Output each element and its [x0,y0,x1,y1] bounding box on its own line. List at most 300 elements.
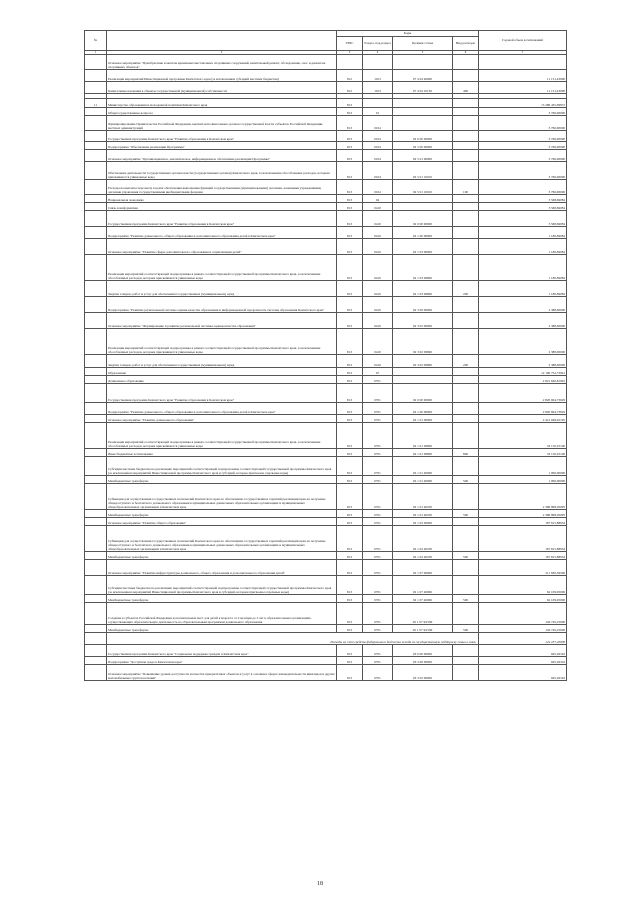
row-expense-type [453,603,479,625]
row-expense-type [453,657,479,665]
row-expense-type: 100 [453,180,479,195]
row-name: Подпрограмма "Обеспечение реализации Программы" [107,142,337,150]
row-expense-type [453,55,479,70]
row-amount: 3 766,00000 [479,162,567,180]
row-expense-type [453,227,479,239]
row-amount: 2 820 694,73629 [479,403,567,415]
row-expense-type [453,484,479,510]
row-grbs: 813 [337,108,363,116]
row-amount: 3 568,69084 [479,203,567,211]
table-row [85,665,567,681]
row-number [85,55,107,70]
row-expense-type: 800 [453,449,479,457]
table-row [85,423,567,449]
row-name: Основное мероприятие "Приобретение и монтаж временных выставочных спортивных сооружений, капитальный ремонт, обследование, снос и демонтаж спортивных объектов" [107,55,337,70]
col-index: 2 [107,51,337,55]
row-amount: 33 150,25100 [479,449,567,457]
row-number [85,449,107,457]
row-name: Основное мероприятие "Повышение уровня доступности и качества приоритетных объектов и услуг в основных сферах жизнедеятельности инвалидов и других маломобильных групп населения" [107,665,337,681]
row-target-article: 02 1 02 40230 [393,526,453,552]
row-expense-type [453,131,479,142]
header-annual: Годовой объем ассигнований [479,31,567,51]
row-grbs: 813 [337,665,363,681]
row-section: 0701 [363,560,393,576]
row-number [85,552,107,560]
row-expense-type [453,142,479,150]
row-amount: 3 766,00000 [479,180,567,195]
row-target-article: 02 1 02 40230 [393,552,453,560]
row-grbs: 813 [337,297,363,313]
row-number [85,239,107,255]
row-number [85,82,107,94]
row-target-article: 07 4 04 10130 [393,82,453,94]
row-grbs [337,55,363,70]
row-grbs: 813 [337,560,363,576]
row-number: 11 [85,99,107,108]
row-grbs: 813 [337,162,363,180]
row-section [363,99,393,108]
row-section: 0701 [363,384,393,403]
table-row [85,142,567,150]
table-row [85,355,567,368]
table-row [85,329,567,355]
row-amount: 2 388,00000 [479,313,567,329]
table-row [85,239,567,255]
row-target-article: 02 1 01 40060 [393,457,453,476]
row-name: Подпрограмма "Доступная среда в Камчатском крае" [107,657,337,665]
row-target-article: 02 1 02 00000 [393,518,453,526]
row-amount: 2 386 898,20095 [479,484,567,510]
row-target-article [393,55,453,70]
row-expense-type [453,645,479,657]
table-row [85,457,567,476]
row-grbs: 813 [337,510,363,518]
row-expense-type [453,384,479,403]
row-target-article: 02 3 02 09990 [393,355,453,368]
row-name: Основное мероприятие "Развитие дошкольного образования" [107,415,337,423]
row-section: 0701 [363,457,393,476]
note-num [85,633,107,645]
table-row [85,211,567,227]
row-amount: 1 180,69084 [479,239,567,255]
row-expense-type [453,162,479,180]
table-row [85,255,567,281]
row-name: Дошкольное образование [107,376,337,384]
row-target-article: 02 1 03 09990 [393,255,453,281]
header-name [107,31,337,51]
row-target-article [393,108,453,116]
row-amount: 1 180,69084 [479,227,567,239]
row-number [85,518,107,526]
row-number [85,384,107,403]
row-name: Основное мероприятие "Формирование и развитие региональной системы оценки качества образования" [107,313,337,329]
row-section: 0410 [363,297,393,313]
row-section: 0104 [363,162,393,180]
row-expense-type [453,665,479,681]
row-grbs: 813 [337,518,363,526]
row-grbs: 813 [337,449,363,457]
row-name: Иные бюджетные ассигнования [107,449,337,457]
row-amount: 1 180,69084 [479,255,567,281]
row-expense-type [453,297,479,313]
row-number [85,665,107,681]
header-grbs: ГРБС [337,37,363,51]
row-amount: 11 131,43000 [479,70,567,82]
row-amount: 62 109,95000 [479,595,567,603]
row-target-article: 07 4 04 40000 [393,70,453,82]
row-grbs: 813 [337,484,363,510]
table-row [85,99,567,108]
row-amount: 2 820 694,73629 [479,384,567,403]
col-index: 7 [479,51,567,55]
row-section: 0410 [363,255,393,281]
row-target-article: 03 3 02 00000 [393,665,453,681]
budget-sheet [84,30,566,681]
row-name: Государственная программа Камчатского края "Развитие образования в Камчатском крае" [107,131,337,142]
row-grbs: 813 [337,645,363,657]
row-name: Реализация мероприятий соответствующей подпрограммы в рамках соответствующей государственной программы Камчатского края, за исключением обособленных расходов, которым присваиваются уникальные коды [107,255,337,281]
row-number [85,595,107,603]
row-amount: 2 386 898,20095 [479,510,567,518]
row-name: Расходы на выплаты персоналу в целях обеспечения выполнения функций государственными (муниципальными) органами, казенными учреждениями, органами управления государственными внебюджетными фондами [107,180,337,195]
row-number [85,625,107,633]
row-name: Основное мероприятие "Организационное, аналитическое, информационное обеспечение реализации Программы" [107,150,337,162]
row-amount: 2 388,00000 [479,297,567,313]
row-expense-type [453,423,479,449]
table-row [85,576,567,595]
row-name: Межбюджетные трансферты [107,595,337,603]
row-amount: 945,26316 [479,645,567,657]
table-row [85,552,567,560]
row-expense-type [453,116,479,131]
row-section: 0701 [363,603,393,625]
row-amount: 1 000,00000 [479,476,567,484]
row-number [85,203,107,211]
row-number [85,227,107,239]
row-name: Создание в субъектах Российской Федерации дополнительных мест для детей в возрасте от 2 месяцев до 3 лет в образовательных организациях, осуществляющих образовательную деятельность по образовательным программам дошкольного образования [107,603,337,625]
row-grbs: 813 [337,476,363,484]
table-row [85,476,567,484]
row-target-article: 02 1 07 40060 [393,595,453,603]
row-number [85,313,107,329]
row-amount: 3 766,00000 [479,150,567,162]
row-grbs: 813 [337,142,363,150]
table-row [85,55,567,70]
row-target-article: 03 3 00 00000 [393,657,453,665]
row-expense-type: 500 [453,476,479,484]
row-section: 0701 [363,665,393,681]
table-row [85,645,567,657]
table-row [85,180,567,195]
row-expense-type: 500 [453,510,479,518]
row-amount: 2 388,00000 [479,355,567,368]
row-number [85,376,107,384]
header-num: № [85,31,107,51]
row-section: 0410 [363,355,393,368]
row-amount: 3 568,69084 [479,195,567,203]
row-grbs: 813 [337,595,363,603]
row-amount: 945,26316 [479,665,567,681]
note-text: Расходы за счет средств федерального бюджета исходя из государственную поддержку семьи в связи [107,633,479,645]
row-target-article: 02 1 01 40060 [393,476,453,484]
row-name: Реализация мероприятий соответствующей подпрограммы в рамках соответствующей государственной программы Камчатского края, за исключением обособленных расходов, которым присваиваются уникальные коды [107,423,337,449]
row-amount: 2 421 048,45195 [479,415,567,423]
row-expense-type [453,150,479,162]
row-grbs: 813 [337,227,363,239]
row-target-article: 02 1 03 00000 [393,239,453,255]
row-target-article: 02 5 01 10010 [393,162,453,180]
row-number [85,355,107,368]
row-target-article: 02 1 00 00000 [393,227,453,239]
row-section: 0701 [363,476,393,484]
row-name: Подпрограмма "Развитие дошкольного, общего образования и дополнительного образования детей в Камчатском крае" [107,403,337,415]
row-number [85,211,107,227]
col-index: 3 [337,51,363,55]
row-grbs: 813 [337,281,363,297]
table-row [85,403,567,415]
table-row [85,376,567,384]
row-amount: 149 720,25000 [479,625,567,633]
note-amount: 142 237,20000 [479,633,567,645]
row-expense-type [453,329,479,355]
row-target-article: 02 5 01 10010 [393,180,453,195]
row-expense-type [453,255,479,281]
row-section: 0410 [363,313,393,329]
row-amount: 187 815,88934 [479,526,567,552]
row-number [85,131,107,142]
row-name: Закупка товаров, работ и услуг для обеспечения государственных (муниципальных) нужд [107,355,337,368]
row-name: Межбюджетные трансферты [107,552,337,560]
row-expense-type [453,368,479,376]
row-target-article: 02 1 01 40230 [393,484,453,510]
row-number [85,297,107,313]
row-expense-type [453,239,479,255]
row-grbs: 813 [337,625,363,633]
row-name: Государственная программа Камчатского края "Социальная поддержка граждан в Камчатском крае" [107,645,337,657]
row-grbs: 813 [337,576,363,595]
row-target-article: 02 1 03 09990 [393,281,453,297]
row-amount: 3 766,00000 [479,116,567,131]
row-amount: 1 180,69084 [479,281,567,297]
row-grbs: 813 [337,180,363,195]
row-section: 0104 [363,180,393,195]
row-section: 0104 [363,131,393,142]
table-row [85,368,567,376]
row-target-article: 02 1 00 00000 [393,403,453,415]
row-name: Образование [107,368,337,376]
row-name: Государственная программа Камчатского края "Развитие образования в Камчатском крае" [107,211,337,227]
table-row [85,484,567,510]
table-row [85,162,567,180]
row-number [85,476,107,484]
row-number [85,484,107,510]
row-expense-type: 200 [453,281,479,297]
row-name: Субсидии местным бюджетам на реализацию мероприятий соответствующей подпрограммы соответствующей государственной программы Камчатского края (за исключением мероприятий Инвестиционной программы Камчатского края и субсидий, которые присвоены отдельные коды) [107,457,337,476]
row-name: Обеспечение деятельности государственных органов власти (государственных органов) Камчатского края, за исключением обособленных расходов, которым присваиваются уникальные коды [107,162,337,180]
row-section: 0104 [363,150,393,162]
row-number [85,142,107,150]
row-name: Закупка товаров, работ и услуг для обеспечения государственных (муниципальных) нужд [107,281,337,297]
row-name: Основное мероприятие "Развитие общего образования" [107,518,337,526]
row-grbs: 813 [337,313,363,329]
row-name: Национальная экономика [107,195,337,203]
row-section: 0104 [363,142,393,150]
row-number [85,403,107,415]
row-grbs: 813 [337,384,363,403]
row-grbs: 813 [337,552,363,560]
row-target-article: 02 1 01 09990 [393,423,453,449]
row-grbs: 812 [337,82,363,94]
row-target-article [393,116,453,131]
row-amount: 11 131,43000 [479,82,567,94]
row-amount: 2 821 640,81945 [479,376,567,384]
row-grbs: 813 [337,603,363,625]
row-expense-type [453,99,479,108]
row-expense-type [453,70,479,82]
row-target-article: 02 5 00 00000 [393,142,453,150]
row-section: 0701 [363,449,393,457]
row-target-article: 02 0 00 00000 [393,211,453,227]
row-number [85,116,107,131]
row-amount: 211 830,39500 [479,560,567,576]
table-row [85,595,567,603]
row-name: Реализация мероприятий соответствующей подпрограммы в рамках соответствующей государственной программы Камчатского края, за исключением обособленных расходов, которым присваиваются уникальные коды [107,329,337,355]
row-grbs: 812 [337,70,363,82]
row-grbs: 813 [337,203,363,211]
row-section: 0410 [363,281,393,297]
row-grbs: 813 [337,255,363,281]
row-section: 01 [363,108,393,116]
row-target-article: 02 5 01 00000 [393,150,453,162]
row-amount: 3 766,00000 [479,108,567,116]
row-section: 1103 [363,70,393,82]
row-section: 0410 [363,329,393,355]
row-expense-type [453,403,479,415]
row-expense-type [453,203,479,211]
row-number [85,368,107,376]
row-target-article: 02 1 07 R1590 [393,603,453,625]
header-target: Целевая статья [393,37,453,51]
table-row [85,560,567,576]
row-section: 0701 [363,595,393,603]
row-section: 0701 [363,518,393,526]
row-expense-type [453,518,479,526]
table-row [85,603,567,625]
table-row [85,625,567,633]
row-number [85,150,107,162]
table-row [85,116,567,131]
row-grbs: 813 [337,195,363,203]
row-number [85,603,107,625]
row-amount: 1 000,00000 [479,457,567,476]
header-exp-type: Вид расходов [453,37,479,51]
row-amount: 945,26316 [479,657,567,665]
row-name: Общегосударственные вопросы [107,108,337,116]
row-expense-type [453,560,479,576]
row-expense-type [453,376,479,384]
row-section: 0701 [363,376,393,384]
row-grbs: 813 [337,403,363,415]
row-expense-type: 500 [453,552,479,560]
row-target-article: 02 1 07 40060 [393,576,453,595]
row-number [85,162,107,180]
row-target-article: 02 3 02 09990 [393,329,453,355]
row-expense-type [453,313,479,329]
row-name: Государственная программа Камчатского края "Развитие образования в Камчатском крае" [107,384,337,403]
budget-table [84,30,567,681]
row-section: 0104 [363,116,393,131]
row-amount: 12 109 752,73941 [479,368,567,376]
page-number: 18 [317,881,323,887]
table-row [85,415,567,423]
row-name: Реализация мероприятий Инвестиционной программы Камчатского края (за исключением субсидий местным бюджетам) [107,70,337,82]
row-number [85,70,107,82]
header-codes: Коды [337,31,479,37]
row-section: 0701 [363,526,393,552]
table-row [85,70,567,82]
row-expense-type [453,457,479,476]
row-section: 0410 [363,239,393,255]
table-row [85,384,567,403]
note-row [85,633,567,645]
row-name: Межбюджетные трансферты [107,476,337,484]
col-index: 5 [393,51,453,55]
row-section: 0701 [363,403,393,415]
row-grbs: 813 [337,355,363,368]
row-section: 0701 [363,423,393,449]
table-row [85,203,567,211]
row-section: 0410 [363,227,393,239]
row-grbs: 813 [337,239,363,255]
row-name: Субвенции для осуществления государственных полномочий Камчатского края по обеспечению государственных гарантий реализации прав на получение общедоступного и бесплатного дошкольного образования в муниципальных дошкольных образовательных организациях и муниципальных общеобразовательных организациях в Камчатском крае [107,526,337,552]
row-amount: 3 568,69084 [479,211,567,227]
row-number [85,510,107,518]
header-section: Раздел, под-раздел [363,37,393,51]
row-amount: 33 150,25100 [479,423,567,449]
col-index: 1 [85,51,107,55]
col-index: 4 [363,51,393,55]
table-row [85,195,567,203]
row-expense-type [453,108,479,116]
row-number [85,657,107,665]
row-expense-type: 500 [453,625,479,633]
row-name: Связь и информатика [107,203,337,211]
row-number [85,415,107,423]
row-target-article: 02 0 00 00000 [393,384,453,403]
row-target-article: 03 0 00 00000 [393,645,453,657]
row-expense-type [453,576,479,595]
row-section [363,55,393,70]
table-row [85,82,567,94]
row-grbs: 813 [337,99,363,108]
row-section: 0701 [363,552,393,560]
row-number [85,281,107,297]
row-amount: 187 815,88934 [479,518,567,526]
row-expense-type [453,211,479,227]
row-section: 07 [363,368,393,376]
row-target-article: 02 1 01 00000 [393,415,453,423]
table-row [85,449,567,457]
row-target-article: 02 1 01 09990 [393,449,453,457]
row-number [85,195,107,203]
row-number [85,560,107,576]
header-row-top [85,31,567,37]
row-number [85,526,107,552]
row-expense-type [453,415,479,423]
row-amount [479,55,567,70]
row-number [85,645,107,657]
row-expense-type: 200 [453,355,479,368]
